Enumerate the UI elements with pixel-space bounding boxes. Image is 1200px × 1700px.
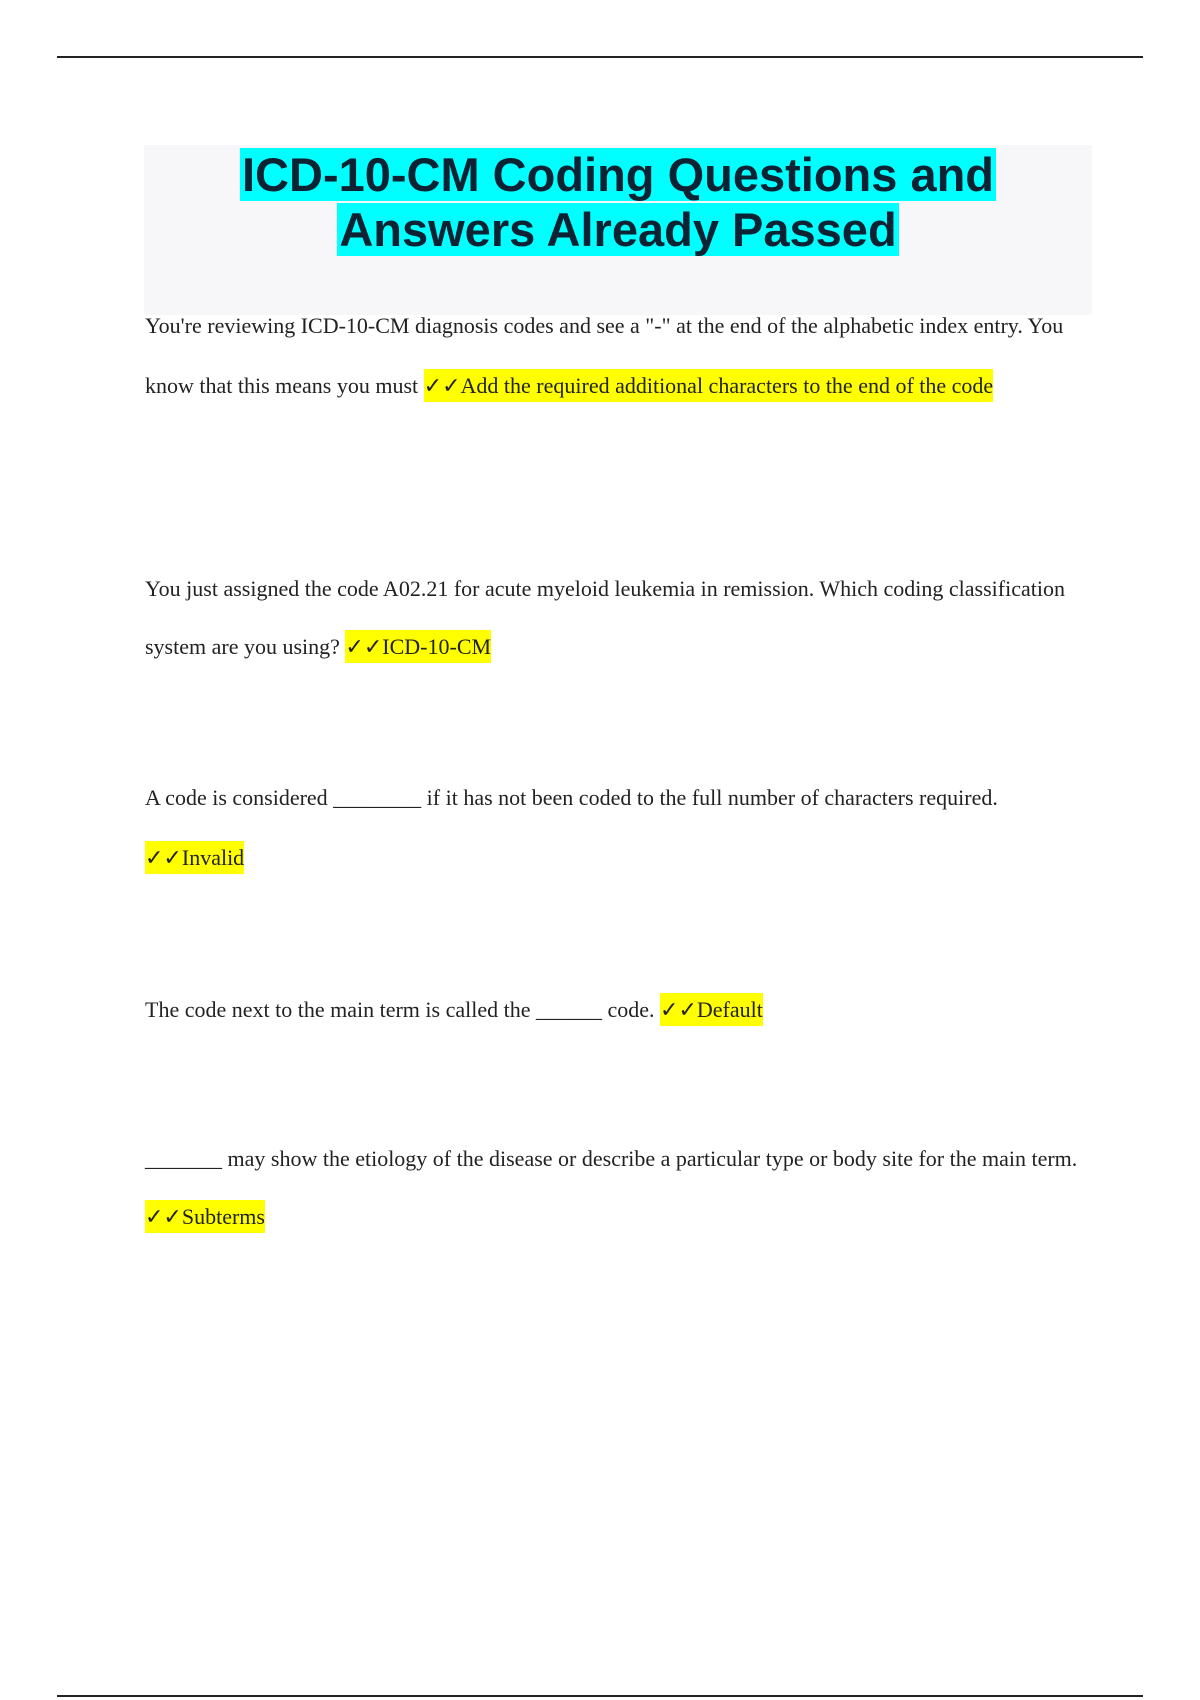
qa-item-3 bbox=[145, 768, 1095, 888]
answer-highlight: ✓✓Subterms bbox=[145, 1200, 265, 1233]
question-text: The code next to the main term is called the ______ code. bbox=[145, 997, 661, 1022]
answer-highlight: ✓✓Default bbox=[660, 993, 763, 1026]
qa-item-1 bbox=[145, 296, 1095, 416]
title-band bbox=[144, 145, 1092, 315]
title-line-1: ICD-10-CM Coding Questions and bbox=[242, 148, 994, 201]
answer-highlight: ✓✓ICD-10-CM bbox=[345, 630, 491, 663]
question-text: You're reviewing ICD-10-CM diagnosis codes and see a "-" at the end of the alphabetic index entry. You know that this means you must bbox=[145, 313, 1064, 398]
footer-rule bbox=[57, 1695, 1143, 1697]
question-text: A code is considered ________ if it has not been coded to the full number of characters required. bbox=[145, 785, 998, 810]
answer-highlight: ✓✓Invalid bbox=[145, 841, 244, 874]
header-rule bbox=[57, 56, 1143, 58]
qa-item-4 bbox=[145, 980, 1095, 1040]
document-title bbox=[144, 145, 1092, 257]
qa-item-5 bbox=[145, 1130, 1095, 1246]
answer-highlight: ✓✓Add the required additional characters to the end of the code bbox=[424, 369, 994, 402]
title-line-2: Answers Already Passed bbox=[339, 203, 897, 256]
question-text: _______ may show the etiology of the disease or describe a particular type or body site for the main term. bbox=[145, 1146, 1078, 1171]
question-text: You just assigned the code A02.21 for acute myeloid leukemia in remission. Which coding classification system are you using? bbox=[145, 576, 1065, 659]
qa-item-2 bbox=[145, 560, 1095, 676]
